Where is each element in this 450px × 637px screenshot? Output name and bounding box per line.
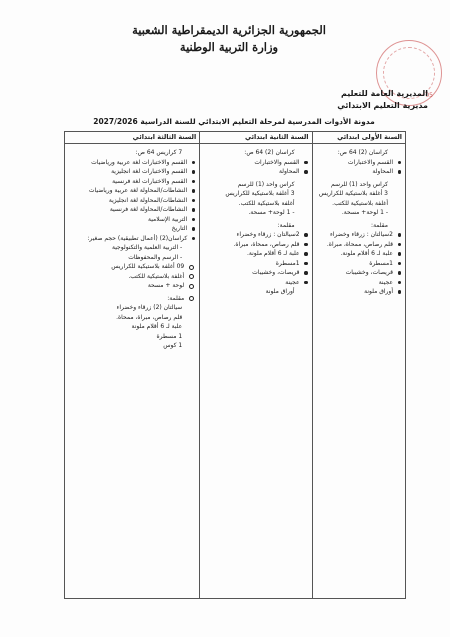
ministry-name: وزارة التربية الوطنية (179, 40, 279, 54)
list-item: أوراق ملونة (265, 288, 295, 295)
document-title: مدونة الأدوات المدرسية لمرحلة التعليم الابتدائي للسنة الدراسية 2027/2026 (93, 117, 375, 126)
list-item: - الرسم والمحفوظات (128, 253, 183, 261)
document-header (104, 22, 354, 56)
directorate-block (332, 88, 428, 112)
list-item: - 1 لوحة+ مسحة. (341, 209, 388, 216)
list-item: 3 أغلفة بلاستيكية للكراريس (318, 190, 388, 197)
list-item: التاريخ (67, 224, 196, 234)
list-item: سيالتان (2) زرقاء وخضراء (116, 304, 183, 311)
list-item: عجينة (315, 278, 402, 288)
list-item: مقلمة: (371, 221, 388, 229)
list-item: قريصات، وخشيبات (202, 268, 308, 278)
list-item: - التربية العلمية والتكنولوجية (112, 244, 183, 251)
list-item: النشاطات/المحاولة لغة فرنسية (67, 205, 196, 215)
list-item: النشاطات/المحاولة لغة انجليزية (67, 196, 196, 206)
list-item: 1 كوس (163, 342, 183, 349)
list-item: النشاطات/المحاولة لغة عربية ورياضيات (67, 186, 196, 196)
list-item: كراسان(2) (أعمال تطبيقية) حجم صغير: (67, 234, 196, 244)
directorate-line-2: مديرية التعليم الابتدائي (337, 101, 428, 110)
column-heading: السنة الأولى ابتدائي (313, 132, 405, 144)
column-year-3 (65, 132, 199, 598)
list-item: عجينة (202, 278, 308, 288)
list-item: لوحة + مسحة (67, 281, 196, 291)
stamp-number: 05 (425, 92, 433, 99)
column-items (65, 144, 199, 351)
list-item: القسم والاختبارات لغة انجليزية (67, 167, 196, 177)
list-item: 1مسطرة (202, 259, 308, 269)
list-item: مقلمة: (277, 221, 295, 229)
list-item: أغلفة بلاستيكية للكتب. (238, 199, 295, 207)
list-item: علبة لـ 6 أقلام ملونة. (202, 249, 308, 259)
list-item: قلم رصاص، مبراة، ممحاة. (116, 313, 183, 321)
column-year-2 (199, 132, 311, 598)
list-item: 3 أغلفة بلاستيكية للكراريس (225, 190, 295, 197)
list-item: علبة لـ 6 أقلام ملونة. (315, 249, 402, 259)
supplies-table (64, 131, 406, 599)
list-item: قلم رصاص، ممحاة، مبراة. (315, 240, 402, 250)
column-heading: السنة الثانية ابتدائي (200, 132, 311, 144)
list-item: 09 أغلفة بلاستيكية للكراريس (67, 262, 196, 272)
list-item: - 1 لوحة+ مسحة. (248, 209, 295, 216)
list-item: علبة لـ 6 أقلام ملونة (131, 323, 183, 330)
list-item: 7 كراريس 64 ص: (135, 149, 183, 156)
list-item: القسم والاختبارات لغة فرنسية (67, 177, 196, 187)
list-item: القسم والاختبارات لغة عربية ورياضيات (67, 158, 196, 168)
column-year-1 (312, 132, 405, 598)
list-item: أغلفة بلاستيكية للكتب. (332, 199, 388, 207)
column-items (313, 144, 405, 297)
directorate-line-1: المديرية العامة للتعليم (340, 89, 428, 98)
list-item: التربية الإسلامية (67, 215, 196, 225)
list-item: كراس واحد (1) للرسم (237, 180, 295, 188)
list-item: أغلفة بلاستيكية للكتب. (67, 272, 196, 282)
list-item: قلم رصاص، ممحاة، مبراة. (202, 240, 308, 250)
list-item: أوراق ملونة (315, 287, 402, 297)
list-item: كراسان (2) 64 ص: (337, 149, 388, 156)
list-item: 2سيالتان : زرقاء وخضراء (315, 230, 402, 240)
list-item: المحاولة (202, 167, 308, 177)
republic-name: الجمهورية الجزائرية الديمقراطية الشعبية (132, 23, 326, 37)
list-item: 2سيالتان : زرقاء وخضراء (202, 230, 308, 240)
column-items (200, 144, 311, 297)
list-item: كراسان (2) 64 ص: (244, 149, 295, 156)
list-item: 1مسطرة (315, 259, 402, 269)
list-item: قريصات، وخشيبات (315, 268, 402, 278)
list-item: القسم والاختبارات (202, 158, 308, 168)
list-item: 1 مسطرة (156, 332, 183, 340)
column-heading: السنة الثالثة ابتدائي (65, 132, 199, 144)
list-item: القسم والاختبارات (315, 158, 402, 168)
list-item: كراس واحد (1) للرسم (331, 180, 388, 188)
list-item: مقلمة: (67, 294, 196, 304)
list-item: المحاولة (315, 167, 402, 177)
